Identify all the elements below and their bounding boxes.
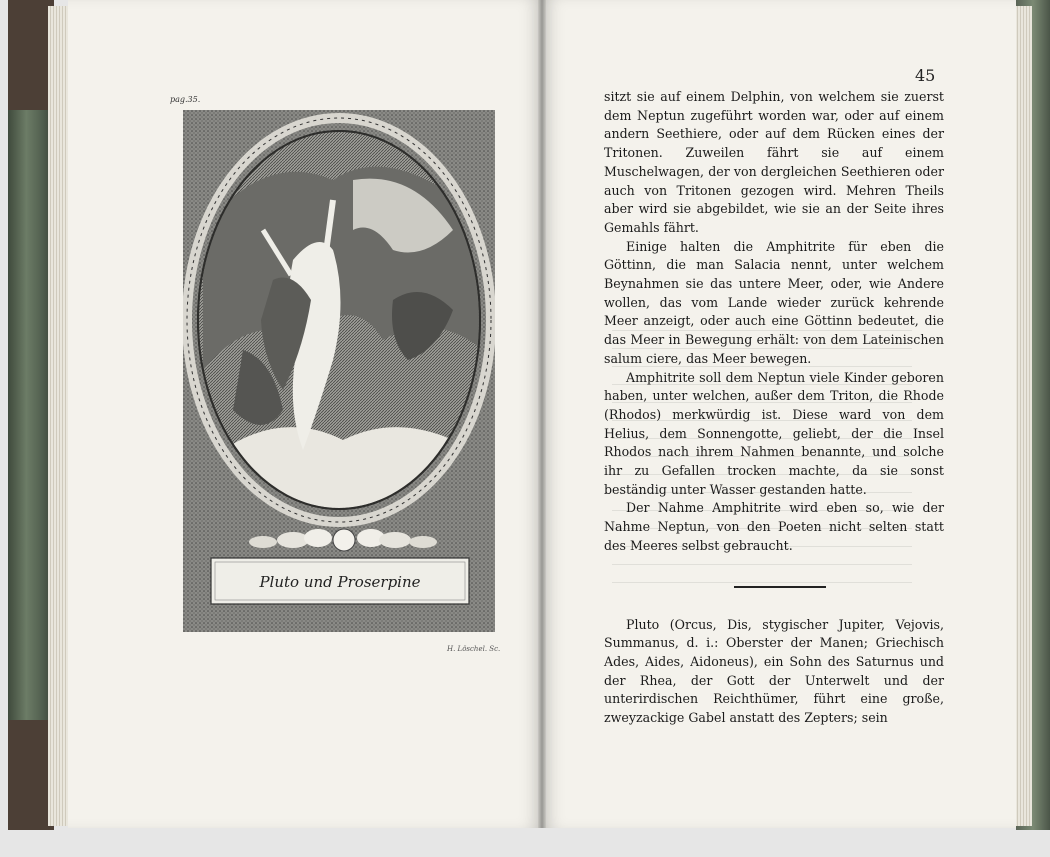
page-number: 45 [915,66,936,85]
engraver-signature: H. Löschel. Sc. [447,645,501,653]
paragraph: Einige halten die Amphitrite für eben die Göttinn, die man Salacia nennt, unter welchem Beynahmen sie das untere Meer, oder, wie Andere wollen, das vom Lande wieder zurück kehrende Meer anzeigt, oder auch eine Göttinn bedeutet, die das Meer in Bewegung erhält: von dem Lateinischen salum ciere, das Meer bewegen. [604,238,944,366]
paragraph: sitzt sie auf einem Delphin, von welchem sie zuerst dem Neptun zugeführt worden war, oder auf einem andern Seethiere, oder auf dem Rücken eines der Tritonen. Zuweilen fährt sie auf einem Muschelwagen, der von dergleichen Seethieren oder auch von Tritonen gezogen wird. Mehren Theils aber wird sie abgebildet, wie sie an der Seite ihres Gemahls fährt. [604,89,944,235]
paragraph: Amphitrite soll dem Neptun viele Kinder geboren haben, unter welchen, außer dem Triton, die Rhode (Rhodos) merkwürdig ist. Diese ward von dem Helius, dem Sonnengotte, geliebt, der die Insel Rhodos nach ihrem Nahmen benannte, und solche ihr zu Gefallen trocken machte, da sie sonst beständig unter Wasser gestanden hatte. [604,369,944,497]
body-text [604,88,944,728]
engraving-plate [183,110,495,632]
page-edges-left [48,6,70,826]
plate-page-reference: pag.35. [170,95,201,104]
paragraph: Der Nahme Amphitrite wird eben so, wie der Nahme Neptun, von den Poeten nicht selten statt des Meeres selbst gebraucht. [604,500,944,553]
section-divider [734,586,826,588]
plate-caption: Pluto und Proserpine [259,573,421,591]
book-gutter [538,0,546,828]
paragraph: Pluto (Orcus, Dis, stygischer Jupiter, Vejovis, Summanus, d. i.: Oberster der Manen; Griechisch Ades, Aides, Aidoneus), ein Sohn des Saturnus und der Rhea, der Gott der Unterwelt und der unterirdischen Reichthümer, führt eine große, zweyzackige Gabel anstatt des Zepters; sein [604,616,944,726]
